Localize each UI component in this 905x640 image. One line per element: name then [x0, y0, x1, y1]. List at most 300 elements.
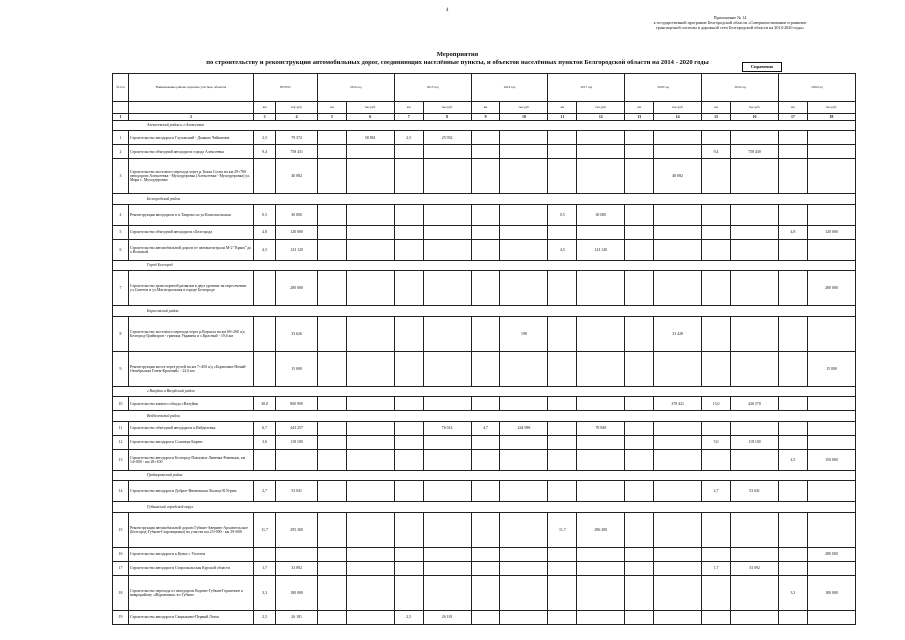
cell-y2v: [423, 351, 471, 386]
cell-r2: [702, 351, 731, 386]
cell-y4: [548, 145, 577, 159]
cell-r3: 3,3: [779, 575, 808, 610]
cell-y2: [394, 421, 423, 435]
cell-r2v: [730, 449, 778, 470]
row-number: 14: [113, 481, 129, 502]
cell-y3: [471, 547, 500, 561]
cell-r3: [779, 561, 808, 575]
cell-y2: [394, 575, 423, 610]
cell-y3: [471, 481, 500, 502]
unit-km: км: [317, 102, 346, 114]
cell-r1v: [654, 512, 702, 547]
col-number: 17: [779, 113, 808, 120]
section-row: [113, 470, 856, 481]
row-number: 12: [113, 435, 129, 449]
object-name: Строительство объездной автодороги г.Белгорода: [129, 225, 254, 239]
object-name: Строительство автодороги Староокольская Курской области: [129, 561, 254, 575]
cell-r1v: [654, 131, 702, 145]
cell-r2: 9,4: [702, 145, 731, 159]
section-row: [113, 502, 856, 513]
cell-y4v: [577, 225, 625, 239]
cell-y1: [317, 449, 346, 470]
cell-cost: 295 300: [276, 512, 318, 547]
cell-y1v: [346, 575, 394, 610]
cell-r3: [779, 239, 808, 260]
cell-y4v: [577, 159, 625, 194]
cell-r1: [625, 421, 654, 435]
cell-y2v: [423, 561, 471, 575]
cell-y2v: [423, 204, 471, 225]
cell-y4v: 30 000: [577, 204, 625, 225]
appendix-line-1: Приложение № 14: [713, 15, 747, 20]
cell-y2v: [423, 575, 471, 610]
cell-y4: [548, 421, 577, 435]
cell-r3v: [807, 421, 855, 435]
cell-y4v: 296 200: [577, 512, 625, 547]
cell-y3: [471, 271, 500, 306]
cell-len: 2,7: [253, 481, 275, 502]
cell-y4v: [577, 397, 625, 411]
col-number: 5: [317, 113, 346, 120]
cell-r3: [779, 271, 808, 306]
cell-y4: [548, 397, 577, 411]
cell-y3: [471, 575, 500, 610]
cell-y3: [471, 204, 500, 225]
cell-y1v: [346, 610, 394, 624]
cell-y1: [317, 225, 346, 239]
cell-r1: [625, 449, 654, 470]
cell-len: [253, 547, 275, 561]
cell-r3v: [807, 512, 855, 547]
unit-rub: тыс.руб.: [500, 102, 548, 114]
cell-y1v: [346, 435, 394, 449]
cell-y3: [471, 397, 500, 411]
cell-y1v: [346, 239, 394, 260]
cell-y1: [317, 561, 346, 575]
cell-len: 4,5: [253, 239, 275, 260]
row-number: 4: [113, 204, 129, 225]
section-title: Алексеевский район и г.Алексеевка: [113, 120, 856, 131]
cell-y2v: [423, 435, 471, 449]
cell-r3: [779, 351, 808, 386]
cell-r2v: [730, 159, 778, 194]
cell-r1v: [654, 225, 702, 239]
unit-rub: тыс.руб.: [807, 102, 855, 114]
cell-y1v: [346, 481, 394, 502]
object-name: Строительство автомобильной дороги от автомагистрали М-2 "Крым" до х.Вольный: [129, 239, 254, 260]
cell-y1v: [346, 421, 394, 435]
section-title: Борисовский район: [113, 306, 856, 317]
cell-y1: [317, 159, 346, 194]
object-name: Строительство мостового перехода через р.Ворскла на км 69+200 а/д Белгород-Грайворон - граница Украины и с.Красный - 19,6 км: [129, 316, 254, 351]
cell-r2v: [730, 225, 778, 239]
cell-r1: [625, 145, 654, 159]
measures-table: [112, 73, 856, 625]
cell-cost: [276, 449, 318, 470]
row-number: 10: [113, 397, 129, 411]
section-row: [113, 194, 856, 205]
cell-y2v: [423, 449, 471, 470]
cell-y3: [471, 610, 500, 624]
cell-r3v: [807, 481, 855, 502]
cell-r2v: [730, 316, 778, 351]
column-number-row: [113, 113, 856, 120]
cell-y4: [548, 561, 577, 575]
object-name: Строительство автодороги к Кунье с Уплотна: [129, 547, 254, 561]
cell-y3v: [500, 512, 548, 547]
unit-blank: [129, 102, 254, 114]
cell-y4v: [577, 271, 625, 306]
cell-y3: [471, 351, 500, 386]
cell-y2v: [423, 225, 471, 239]
cell-y3: [471, 435, 500, 449]
cell-y4: [548, 131, 577, 145]
section-title: г.Валуйки и Валуйский район: [113, 386, 856, 397]
cell-y4v: [577, 145, 625, 159]
col-number: 13: [625, 113, 654, 120]
head-year-2015: 2015 год: [394, 74, 471, 102]
table-row: [113, 561, 856, 575]
cell-y3v: [500, 449, 548, 470]
cell-r2: [702, 610, 731, 624]
unit-rub: тыс.руб.: [346, 102, 394, 114]
row-number: 17: [113, 561, 129, 575]
cell-y4v: [577, 561, 625, 575]
cell-cost: 180 000: [276, 575, 318, 610]
cell-y3v: [500, 435, 548, 449]
cell-y2: [394, 316, 423, 351]
cell-r1v: 378 421: [654, 397, 702, 411]
cell-len: [253, 159, 275, 194]
cell-y2: 2,5: [394, 131, 423, 145]
cell-cost: 120 000: [276, 225, 318, 239]
cell-y3v: [500, 561, 548, 575]
cell-r2: 2,7: [702, 481, 731, 502]
unit-km: км: [702, 102, 731, 114]
cell-r2v: [730, 351, 778, 386]
cell-y3: [471, 512, 500, 547]
cell-r2v: [730, 610, 778, 624]
cell-y3v: [500, 145, 548, 159]
cell-r3: [779, 316, 808, 351]
cell-cost: 758 431: [276, 145, 318, 159]
cell-y3v: [500, 204, 548, 225]
unit-km: км: [779, 102, 808, 114]
col-number: 1: [113, 113, 129, 120]
cell-cost: 118 100: [276, 435, 318, 449]
cell-y3v: [500, 481, 548, 502]
cell-y3: [471, 561, 500, 575]
cell-y3v: [500, 239, 548, 260]
cell-r1v: [654, 561, 702, 575]
cell-r3: [779, 204, 808, 225]
cell-r1v: [654, 204, 702, 225]
cell-cost: 15 000: [276, 351, 318, 386]
table-row: [113, 610, 856, 624]
cell-r3: [779, 512, 808, 547]
cell-r1: [625, 575, 654, 610]
cell-y4v: [577, 575, 625, 610]
cell-y1: [317, 316, 346, 351]
cell-y2v: [423, 512, 471, 547]
unit-rub: тыс.руб.: [423, 102, 471, 114]
cell-r1v: 40 082: [654, 159, 702, 194]
unit-rub: тыс.руб.: [276, 102, 318, 114]
cell-r2: 13,0: [702, 397, 731, 411]
cell-y3: [471, 145, 500, 159]
appendix-line-3: транспортной системы и дорожной сети Белгородской области на 2014-2020 годы»: [655, 25, 805, 31]
cell-y2v: [423, 547, 471, 561]
col-number: 10: [500, 113, 548, 120]
cell-y3v: [500, 225, 548, 239]
cell-y3v: 198: [500, 316, 548, 351]
cell-len: 11,7: [253, 512, 275, 547]
cell-r1: [625, 316, 654, 351]
row-number: 11: [113, 421, 129, 435]
cell-y1: [317, 610, 346, 624]
cell-r3v: 150 000: [807, 449, 855, 470]
cell-y1v: [346, 512, 394, 547]
cell-y2: [394, 449, 423, 470]
cell-r3: [779, 421, 808, 435]
cell-y4: [548, 351, 577, 386]
cell-r1: [625, 610, 654, 624]
cell-r3v: [807, 561, 855, 575]
cell-r1v: [654, 481, 702, 502]
col-number: 18: [807, 113, 855, 120]
object-name: Реконструкция автодороги к п.Таврово по ул.Комсомольская: [129, 204, 254, 225]
reference-label: Справочно: [742, 62, 782, 72]
col-number: 16: [730, 113, 778, 120]
cell-len: [253, 316, 275, 351]
cell-r3v: [807, 145, 855, 159]
cell-y1: [317, 481, 346, 502]
row-number: 13: [113, 449, 129, 470]
cell-r3: [779, 481, 808, 502]
table-row: [113, 575, 856, 610]
cell-len: 1,7: [253, 561, 275, 575]
cell-len: 3,3: [253, 575, 275, 610]
cell-r1: [625, 351, 654, 386]
cell-y3: [471, 225, 500, 239]
cell-r2v: 33 092: [730, 561, 778, 575]
cell-r2: 1,7: [702, 561, 731, 575]
cell-r1v: 33 428: [654, 316, 702, 351]
cell-y1v: [346, 204, 394, 225]
cell-y4: [548, 610, 577, 624]
cell-y4v: [577, 131, 625, 145]
row-number: 2: [113, 145, 129, 159]
col-number: 6: [346, 113, 394, 120]
cell-r2: 5,0: [702, 435, 731, 449]
cell-cost: 30 000: [276, 204, 318, 225]
cell-y1v: [346, 561, 394, 575]
cell-r3v: 120 000: [807, 225, 855, 239]
cell-r2v: 426 570: [730, 397, 778, 411]
cell-r3v: 280 000: [807, 547, 855, 561]
cell-y2v: [423, 397, 471, 411]
cell-y4v: [577, 449, 625, 470]
row-number: 1: [113, 131, 129, 145]
table-row: [113, 316, 856, 351]
col-number: 3: [253, 113, 275, 120]
section-row: [113, 260, 856, 271]
row-number: 7: [113, 271, 129, 306]
cell-r3: 4,8: [779, 225, 808, 239]
object-name: Реконструкция моста через ручей на км 7+450 а/д «Борисовка-Ясный-Октябрьская Готня-Красный» - 22,6 км: [129, 351, 254, 386]
cell-r3: [779, 610, 808, 624]
cell-cost: 123 120: [276, 239, 318, 260]
cell-y3v: 244 998: [500, 421, 548, 435]
cell-r1v: [654, 145, 702, 159]
cell-y3: 4,7: [471, 421, 500, 435]
cell-y4: [548, 547, 577, 561]
cell-y4: [548, 481, 577, 502]
cell-r1v: [654, 449, 702, 470]
cell-y4v: 123 120: [577, 239, 625, 260]
table-units-row: [113, 102, 856, 114]
table-row: [113, 159, 856, 194]
cell-y1: [317, 547, 346, 561]
object-name: Строительство южного обхода г.Валуйки: [129, 397, 254, 411]
cell-r2: [702, 271, 731, 306]
cell-y1: [317, 397, 346, 411]
head-year-2019: 2019 год: [702, 74, 779, 102]
col-number: 12: [577, 113, 625, 120]
section-row: [113, 306, 856, 317]
cell-y1: [317, 512, 346, 547]
table-body: [113, 74, 856, 625]
cell-r3: [779, 159, 808, 194]
cell-y2: [394, 271, 423, 306]
cell-len: 30,0: [253, 397, 275, 411]
object-name: Строительство автодороги Сапрыкино-Первый Лоток: [129, 610, 254, 624]
title-line-1: Мероприятия: [436, 51, 479, 58]
head-num: № п/п: [113, 74, 129, 102]
cell-cost: 79 372: [276, 131, 318, 145]
cell-len: 3,6: [253, 435, 275, 449]
row-number: 8: [113, 316, 129, 351]
object-name: Строительство автодороги Доброе-Ивановская Лисица-В.Угрим: [129, 481, 254, 502]
cell-len: 6,7: [253, 421, 275, 435]
cell-y3v: [500, 610, 548, 624]
cell-r2: [702, 449, 731, 470]
cell-y3v: [500, 547, 548, 561]
cell-y1: [317, 271, 346, 306]
object-name: Строительство автодороги Глуховский - Дьяково Чайкатина: [129, 131, 254, 145]
cell-r1v: [654, 239, 702, 260]
cell-r1: [625, 159, 654, 194]
cell-r3v: [807, 397, 855, 411]
cell-y2v: [423, 271, 471, 306]
page-number-mark: 4: [446, 8, 449, 13]
unit-km: км: [394, 102, 423, 114]
appendix-note: [610, 15, 850, 31]
cell-r1: [625, 239, 654, 260]
row-number: 5: [113, 225, 129, 239]
head-year-2018: 2018 год: [625, 74, 702, 102]
cell-y2v: [423, 316, 471, 351]
object-name: Строительство автодороги Белгород-Павловск-Ливенка-Ровеньки, км 14+000 - км 28+100: [129, 449, 254, 470]
cell-cost: 280 000: [276, 271, 318, 306]
cell-r3: [779, 131, 808, 145]
cell-r1v: [654, 435, 702, 449]
cell-y2v: [423, 159, 471, 194]
cell-y2v: [423, 145, 471, 159]
cell-y2: [394, 159, 423, 194]
row-number: 19: [113, 610, 129, 624]
cell-r1: [625, 225, 654, 239]
cell-y4: [548, 225, 577, 239]
cell-y2: [394, 145, 423, 159]
cell-y4v: [577, 481, 625, 502]
unit-km: км: [625, 102, 654, 114]
cell-r3v: [807, 239, 855, 260]
head-year-2014: 2014 год: [317, 74, 394, 102]
cell-y4: [548, 159, 577, 194]
table-row: [113, 131, 856, 145]
section-row: [113, 120, 856, 131]
cell-y2v: 26 181: [423, 610, 471, 624]
cell-r1v: [654, 351, 702, 386]
section-title: Вейделевский район: [113, 411, 856, 422]
cell-cost: 33 092: [276, 561, 318, 575]
cell-y4: [548, 316, 577, 351]
table-row: [113, 547, 856, 561]
cell-y2: [394, 547, 423, 561]
cell-len: [253, 271, 275, 306]
cell-len: 9,4: [253, 145, 275, 159]
object-name: Строительство объездной автодороги п.Вейделевка: [129, 421, 254, 435]
table-row: [113, 435, 856, 449]
cell-y2: 2,5: [394, 610, 423, 624]
cell-r3v: [807, 610, 855, 624]
cell-r3: [779, 435, 808, 449]
cell-cost: 33 626: [276, 316, 318, 351]
table-row: [113, 481, 856, 502]
cell-r3v: 280 000: [807, 271, 855, 306]
object-name: Строительство автодороги Солонцы-Бирюч: [129, 435, 254, 449]
unit-rub: тыс.руб.: [577, 102, 625, 114]
head-name: Наименование района, перечень участков, объектов: [129, 74, 254, 102]
section-title: Белгородский район: [113, 194, 856, 205]
cell-len: 4,8: [253, 225, 275, 239]
cell-r3: 4,5: [779, 449, 808, 470]
cell-y3: [471, 239, 500, 260]
cell-y3v: [500, 159, 548, 194]
cell-y4v: [577, 435, 625, 449]
table-row: [113, 239, 856, 260]
col-number: 2: [129, 113, 254, 120]
unit-rub: тыс.руб.: [654, 102, 702, 114]
row-number: 15: [113, 512, 129, 547]
cell-y2: [394, 225, 423, 239]
cell-y2: [394, 351, 423, 386]
cell-cost: 26 181: [276, 610, 318, 624]
cell-y1: [317, 239, 346, 260]
cell-r2v: [730, 239, 778, 260]
cell-y1v: [346, 271, 394, 306]
cell-r3v: [807, 316, 855, 351]
cell-y1v: 58 861: [346, 131, 394, 145]
cell-r1v: [654, 575, 702, 610]
cell-y4v: [577, 610, 625, 624]
row-number: 3: [113, 159, 129, 194]
cell-y1: [317, 435, 346, 449]
object-name: Строительство перехода от автодороги Корочн-Губкин-Горшечное к микрорайону «Журавлики» в г.Губкин: [129, 575, 254, 610]
row-number: 16: [113, 547, 129, 561]
col-number: 9: [471, 113, 500, 120]
